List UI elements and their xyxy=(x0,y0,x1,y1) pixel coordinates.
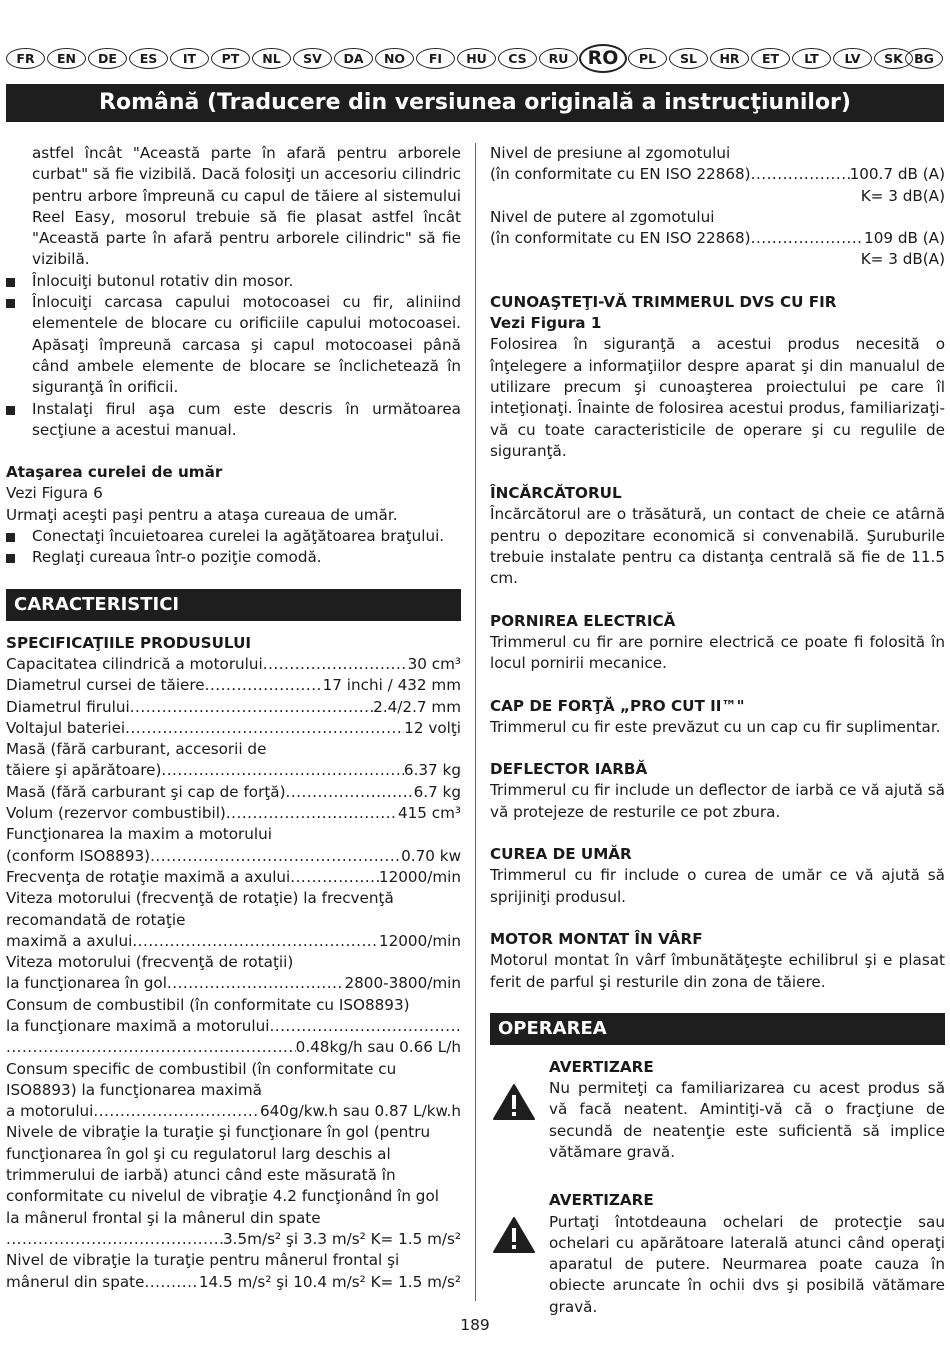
warning-block xyxy=(490,1057,945,1163)
spec-row: a motorului ..... 640g/kw.h sau 0.87 L/kw.h xyxy=(6,1101,461,1122)
spec-text: Consum de combustibil (în conformitate cu ISO8893) xyxy=(6,995,410,1014)
left-column xyxy=(6,143,461,1293)
spec-text: Masă (fără carburant, accesorii de xyxy=(6,740,267,759)
spec-row: (în conformitate cu EN ISO 22868) ..... 100.7 dB (A) xyxy=(490,164,945,185)
belt-heading: CUREA DE UMĂR xyxy=(490,845,632,864)
spec-row: ..... 3.5m/s² şi 3.3 m/s² K= 1.5 m/s² xyxy=(6,1229,461,1250)
lang-ru[interactable]: RU xyxy=(539,48,578,69)
right-column xyxy=(490,143,945,1318)
list-item: Înlocuiţi butonul rotativ din mosor. xyxy=(6,271,461,292)
column-divider xyxy=(475,143,476,1301)
lang-en[interactable]: EN xyxy=(47,48,86,69)
lang-fi[interactable]: FI xyxy=(416,48,455,69)
lang-no[interactable]: NO xyxy=(375,48,414,69)
lang-es[interactable]: ES xyxy=(129,48,168,69)
lang-fr[interactable]: FR xyxy=(6,48,45,69)
spec-row: Voltajul bateriei ..... 12 volţi xyxy=(6,718,461,739)
strap-figure-ref: Vezi Figura 6 xyxy=(6,484,103,503)
intro-paragraph: astfel încât "Această parte în afară pentru arborele curbat" să fie vizibilă. Dacă folosiţi un accesoriu cilindric pentru arbore împreună cu capul de tăiere al sistemului Reel Easy, mosorul trebuie să fie plasat astfel încât "Această parte în afară pentru arborele cilindric" să fie vizibilă. xyxy=(32,144,461,269)
start-heading: PORNIREA ELECTRICĂ xyxy=(490,611,676,630)
list-item: Conectaţi încuietoarea curelei la agăţătoarea braţului. xyxy=(6,526,461,547)
lang-et[interactable]: ET xyxy=(751,48,790,69)
know-paragraph: Folosirea în siguranţă a acestui produs necesită o înţelegere a informaţiilor despre aparat şi din manualul de utilizare precum şi cunoaşterea proiectului pe care îl inteţionaţi. Înainte de folosirea acestui produs, familiarizaţi-vă cu toate caracteristicile de operare şi cu regulile de siguranţă. xyxy=(490,335,945,460)
spec-row: Frecvenţa de rotaţie maximă a axului ..... 12000/min xyxy=(6,867,461,888)
noise-k-value: K= 3 dB(A) xyxy=(860,186,945,205)
spec-row: (conform ISO8893) ..... 0.70 kw xyxy=(6,846,461,867)
spec-row: Volum (rezervor combustibil) ..... 415 cm³ xyxy=(6,803,461,824)
lang-sv[interactable]: SV xyxy=(293,48,332,69)
noise-text: Nivel de putere al zgomotului xyxy=(490,207,715,226)
spec-row: mânerul din spate ..... 14.5 m/s² şi 10.4 m/s² K= 1.5 m/s² xyxy=(6,1272,461,1293)
spec-text: Viteza motorului (frecvenţă de rotaţii) xyxy=(6,953,294,972)
spec-row: maximă a axului ..... 12000/min xyxy=(6,931,461,952)
spec-row: Diametrul firului ..... 2.4/2.7 mm xyxy=(6,697,461,718)
lang-pl[interactable]: PL xyxy=(628,48,667,69)
noise-text: Nivel de presiune al zgomotului xyxy=(490,144,731,162)
cap-heading: CAP DE FORŢĂ „PRO CUT II™" xyxy=(490,696,745,715)
know-heading: CUNOAŞTEŢI-VĂ TRIMMERUL DVS CU FIR xyxy=(490,292,837,311)
lang-de[interactable]: DE xyxy=(88,48,127,69)
section-header-operarea: OPERAREA xyxy=(490,1013,945,1045)
spec-row: Capacitatea cilindrică a motorului ..... 30 cm³ xyxy=(6,654,461,675)
charger-heading: ÎNCĂRCĂTORUL xyxy=(490,484,622,503)
warning-text: Nu permiteţi ca familiarizarea cu acest produs să vă facă neatent. Amintiţi-vă că o fracţiune de secundă de neatenţie este suficientă să implice vătămare gravă. xyxy=(549,1079,945,1161)
spec-row: ..... 0.48kg/h sau 0.66 L/h xyxy=(6,1037,461,1058)
spec-heading: SPECIFICAŢIILE PRODUSULUI xyxy=(6,633,252,652)
charger-paragraph: Încărcătorul are o trăsătură, un contact de cheie ce atârnă pentru o depozitare economică si convenabilă. Şuruburile trebuie instalate pentru ca distanţa centrală să fie de 11.5 cm. xyxy=(490,505,945,588)
spec-text: conformitate cu nivelul de vibraţie 4.2 funcţionând în gol xyxy=(6,1187,439,1206)
spec-row: Masă (fără carburant şi cap de forţă) ..... 6.7 kg xyxy=(6,782,461,803)
lang-hr[interactable]: HR xyxy=(710,48,749,69)
list-item: Reglaţi cureaua într-o poziţie comodă. xyxy=(6,547,461,568)
bullet-square-icon xyxy=(6,533,15,542)
language-bar xyxy=(6,46,946,72)
spec-text: la mânerul frontal şi la mânerul din spate xyxy=(6,1208,321,1227)
spec-text: Consum specific de combustibil (în conformitate cu xyxy=(6,1059,397,1078)
page-title-banner: Română (Traducere din versiunea originală a instrucţiunilor) xyxy=(6,84,944,122)
spec-row: Diametrul cursei de tăiere ..... 17 inchi / 432 mm xyxy=(6,675,461,696)
lang-bg[interactable]: BG xyxy=(905,48,943,69)
strap-intro: Urmaţi aceşti paşi pentru a ataşa cureaua de umăr. xyxy=(6,505,398,524)
warning-block xyxy=(490,1190,945,1318)
lang-sk[interactable]: SK xyxy=(874,48,913,69)
section-header-caracteristici: CARACTERISTICI xyxy=(6,589,461,621)
spec-text: trimmerului de iarbă) atunci când este măsurată în xyxy=(6,1166,396,1185)
spec-text: ISO8893) la funcţionarea maximă xyxy=(6,1080,262,1099)
lang-cs[interactable]: CS xyxy=(498,48,537,69)
spec-row: tăiere şi apărătoare) ..... 6.37 kg xyxy=(6,760,461,781)
know-figure-ref: Vezi Figura 1 xyxy=(490,314,602,333)
lang-hu[interactable]: HU xyxy=(457,48,496,69)
spec-text: recomandată de rotaţie xyxy=(6,910,186,929)
warning-text: Purtaţi întotdeauna ochelari de protecţie sau ochelari cu apărătoare laterală atunci când operaţi aparatul de putere. Neurmarea poate cauza în obiecte aruncate în ochii dvs şi posibilă vătămare gravă. xyxy=(549,1212,945,1316)
bullet-square-icon xyxy=(6,554,15,563)
lang-nl[interactable]: NL xyxy=(252,48,291,69)
spec-row: la funcţionarea în gol ..... 2800-3800/min xyxy=(6,973,461,994)
page-number: 189 xyxy=(460,1316,490,1334)
warning-title: AVERTIZARE xyxy=(549,1057,654,1076)
spec-row: (în conformitate cu EN ISO 22868) ..... 109 dB (A) xyxy=(490,228,945,249)
bullet-square-icon xyxy=(6,278,15,287)
list-item: Înlocuiţi carcasa capului motocoasei cu fir, aliniind elementele de blocare cu orificiile capului motocoasei. Apăsaţi împreună carcasa şi capul motocoasei până când ambele elemente de blocare se înclichetează în siguranţă în orificii. xyxy=(6,292,461,398)
spec-text: Funcţionarea la maxim a motorului xyxy=(6,825,272,844)
spec-list xyxy=(6,654,461,1293)
lang-ro-active[interactable]: RO xyxy=(579,44,627,73)
lang-sl[interactable]: SL xyxy=(669,48,708,69)
motor-paragraph: Motorul montat în vârf îmbunătăţeşte echilibrul şi e plasat ferit de parful şi resturile din zona de tăiere. xyxy=(490,951,945,991)
list-item: Instalaţi firul aşa cum este descris în următoarea secţiune a acestui manual. xyxy=(6,399,461,442)
bullet-square-icon xyxy=(6,299,15,308)
bullet-square-icon xyxy=(6,406,15,415)
spec-text: Nivele de vibraţie la turaţie şi funcţionare în gol (pentru xyxy=(6,1123,431,1142)
start-paragraph: Trimmerul cu fir are pornire electrică ce poate fi folosită în locul pornirii mecanice. xyxy=(490,632,945,673)
spec-text: funcţionarea în gol şi cu regulatorul larg deschis al xyxy=(6,1144,391,1163)
cap-paragraph: Trimmerul cu fir este prevăzut cu un cap cu fir suplimentar. xyxy=(490,717,941,736)
deflector-heading: DEFLECTOR IARBĂ xyxy=(490,760,648,779)
belt-paragraph: Trimmerul cu fir include o curea de umăr ce vă ajută să sprijiniţi produsul. xyxy=(490,866,945,906)
spec-row: la funcţionare maximă a motorului ..... xyxy=(6,1016,461,1037)
motor-heading: MOTOR MONTAT ÎN VÂRF xyxy=(490,929,703,948)
spec-text: Viteza motorului (frecvenţă de rotaţie) la frecvenţă xyxy=(6,889,394,908)
lang-lt[interactable]: LT xyxy=(792,48,831,69)
warning-triangle-icon xyxy=(492,1083,536,1121)
warning-triangle-icon xyxy=(492,1216,536,1254)
lang-lv[interactable]: LV xyxy=(833,48,872,69)
warning-title: AVERTIZARE xyxy=(549,1191,654,1210)
lang-pt[interactable]: PT xyxy=(211,48,250,69)
lang-da[interactable]: DA xyxy=(334,48,373,69)
noise-k-value: K= 3 dB(A) xyxy=(860,250,945,269)
spec-text: Nivel de vibraţie la turaţie pentru mânerul frontal şi xyxy=(6,1251,400,1270)
deflector-paragraph: Trimmerul cu fir include un deflector de iarbă ce vă ajută să vă protejeze de resturile ce pot zbura. xyxy=(490,781,945,821)
strap-heading: Ataşarea curelei de umăr xyxy=(6,463,223,482)
lang-it[interactable]: IT xyxy=(170,48,209,69)
